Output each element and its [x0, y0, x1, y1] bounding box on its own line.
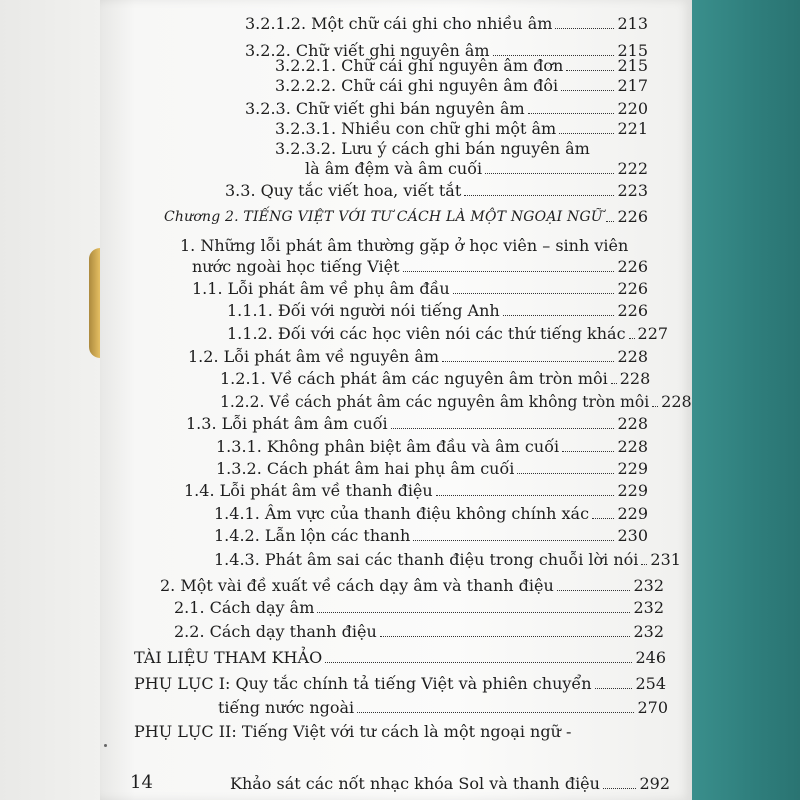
toc-entry: 1.3.1. Không phân biệt âm đầu và âm cuối 228 [216, 437, 648, 456]
page-number: 14 [130, 772, 153, 793]
toc-appendix-entry: PHỤ LỤC I: Quy tắc chính tả tiếng Việt và phiên chuyển 254 [134, 674, 666, 693]
toc-appendix-entry: tiếng nước ngoài 270 [218, 698, 668, 717]
toc-entry: 3.2.3. Chữ viết ghi bán nguyên âm 220 [245, 99, 648, 118]
toc-section-heading: TÀI LIỆU THAM KHẢO 246 [134, 648, 666, 667]
toc-entry: 1.4.3. Phát âm sai các thanh điệu trong chuỗi lời nói 231 [214, 550, 681, 569]
toc-entry: 1.1.1. Đối với người nói tiếng Anh 226 [227, 301, 648, 320]
toc-entry: 1.2. Lỗi phát âm về nguyên âm 228 [188, 347, 648, 366]
toc-entry: 3.2.2. Chữ viết ghi nguyên âm 215 [245, 41, 648, 60]
book-page [100, 0, 692, 800]
toc-appendix-entry: PHỤ LỤC II: Tiếng Việt với tư cách là một ngoại ngữ - [134, 722, 572, 741]
toc-entry: 3.2.2.1. Chữ cái ghi nguyên âm đơn 215 [275, 56, 648, 75]
toc-entry: 2.1. Cách dạy âm 232 [174, 598, 664, 617]
toc-chapter-heading: Chương 2. TIẾNG VIỆT VỚI TƯ CÁCH LÀ MỘT NGOẠI NGỮ 226 [164, 207, 648, 226]
toc-entry: 2. Một vài đề xuất về cách dạy âm và thanh điệu 232 [160, 576, 664, 595]
table-surface [0, 0, 100, 800]
ink-speck [104, 744, 107, 747]
toc-entry: 1.4.2. Lẫn lộn các thanh 230 [214, 526, 648, 545]
toc-entry: 3.2.3.2. Lưu ý cách ghi bán nguyên âm [275, 139, 590, 158]
toc-entry: là âm đệm và âm cuối 222 [305, 159, 648, 178]
toc-entry: 1.4. Lỗi phát âm về thanh điệu 229 [184, 481, 648, 500]
toc-entry: 1.2.1. Về cách phát âm các nguyên âm tròn môi 228 [220, 369, 651, 388]
toc-entry: 1.3.2. Cách phát âm hai phụ âm cuối 229 [216, 459, 648, 478]
toc-entry: 2.2. Cách dạy thanh điệu 232 [174, 622, 664, 641]
toc-entry: 3.2.2.2. Chữ cái ghi nguyên âm đôi 217 [275, 76, 648, 95]
toc-entry: nước ngoài học tiếng Việt 226 [192, 257, 648, 276]
toc-entry: 1.3. Lỗi phát âm âm cuối 228 [186, 414, 648, 433]
toc-entry: 3.3. Quy tắc viết hoa, viết tắt 223 [225, 181, 648, 200]
toc-entry: 3.2.3.1. Nhiều con chữ ghi một âm 221 [275, 119, 648, 138]
toc-entry: 1. Những lỗi phát âm thường gặp ở học viên – sinh viên [180, 236, 629, 255]
toc-appendix-entry: Khảo sát các nốt nhạc khóa Sol và thanh điệu 292 [230, 774, 670, 793]
toc-entry: 1.1. Lỗi phát âm về phụ âm đầu 226 [192, 279, 648, 298]
toc-entry: 3.2.1.2. Một chữ cái ghi cho nhiều âm 213 [245, 14, 648, 33]
toc-entry: 1.1.2. Đối với các học viên nói các thứ tiếng khác 227 [227, 324, 669, 343]
toc-entry: 1.4.1. Âm vực của thanh điệu không chính xác 229 [214, 504, 648, 523]
toc-entry: 1.2.2. Về cách phát âm các nguyên âm không tròn môi 228 [220, 392, 692, 411]
book-cover-edge [692, 0, 800, 800]
